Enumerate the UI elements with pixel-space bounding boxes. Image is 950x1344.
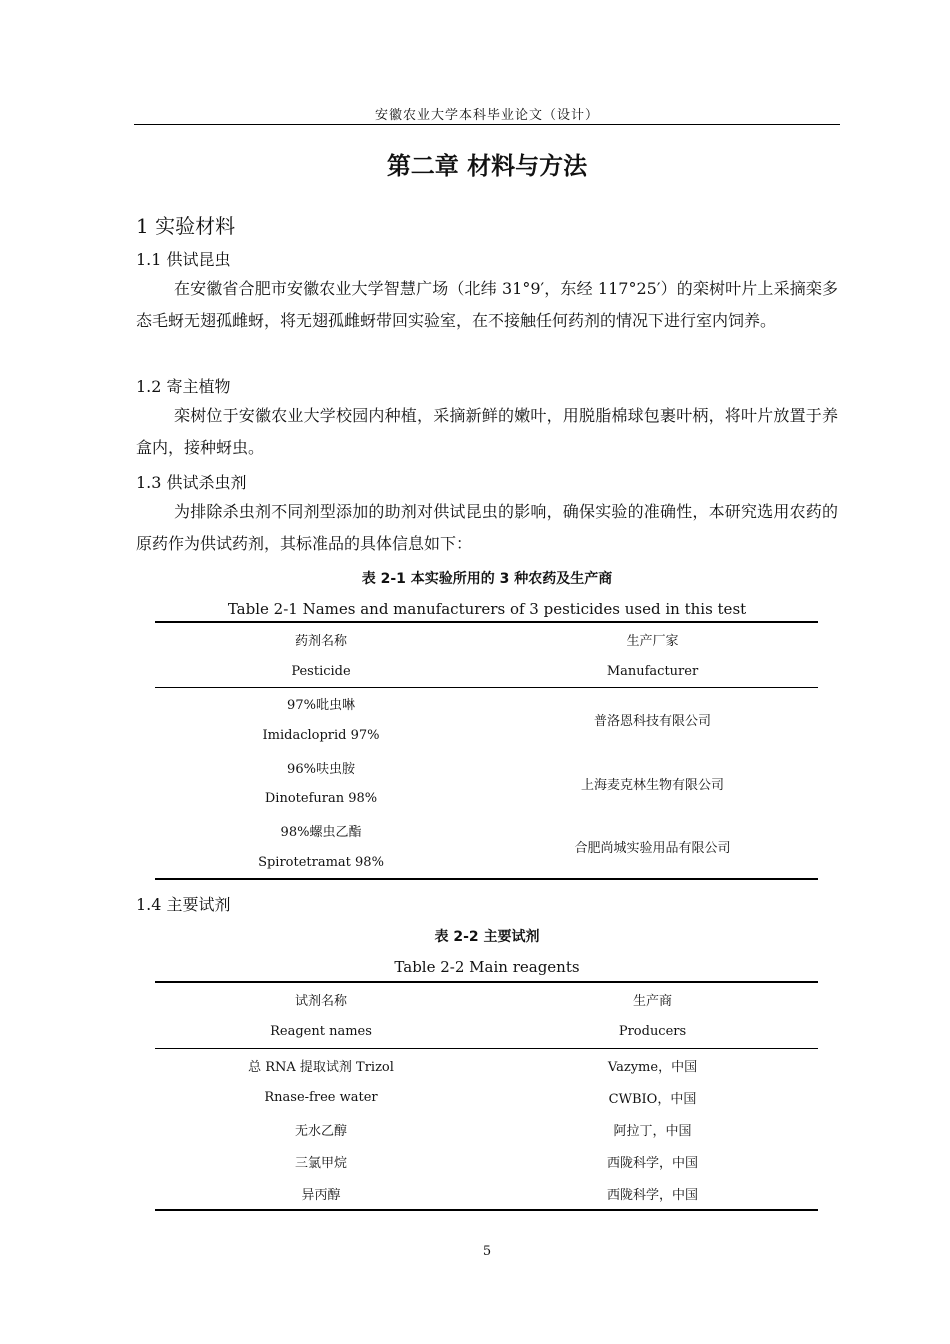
table-row (155, 1081, 818, 1113)
table1-header-col1-cn: 药剂名称 (294, 633, 347, 649)
pesticide-name-en: Dinotefuran 98% (264, 791, 378, 807)
pesticides-table (155, 621, 818, 880)
table-row (155, 1177, 818, 1210)
pesticide-manufacturer: 上海麦克林生物有限公司 (580, 777, 724, 793)
reagent-name: 总 RNA 提取试剂 Trizol (248, 1059, 394, 1075)
table-row (155, 1113, 818, 1145)
pesticide-name-en: Spirotetramat 98% (258, 854, 384, 870)
reagents-table (155, 981, 818, 1211)
table2-header-col1-cn: 试剂名称 (294, 993, 347, 1009)
table-row (155, 815, 818, 847)
subsection-heading-insects: 1.1 供试昆虫 (136, 250, 231, 269)
subsection-heading-insecticides: 1.3 供试杀虫剂 (136, 473, 247, 492)
subsection-heading-reagents: 1.4 主要试剂 (136, 895, 231, 914)
table-row (155, 1049, 818, 1082)
pesticide-name-en: Imidacloprid 97% (262, 728, 380, 744)
table2-caption-en: Table 2-2 Main reagents (394, 958, 580, 976)
table-row (155, 1145, 818, 1177)
table1-header-col2-en: Manufacturer (487, 655, 818, 688)
table-row (155, 688, 818, 720)
subsection-heading-host-plant: 1.2 寄主植物 (136, 377, 231, 396)
reagent-producer: Vazyme，中国 (607, 1059, 698, 1075)
paragraph-insects: 在安徽省合肥市安徽农业大学智慧广场（北纬 31°9′，东经 117°25′）的栾树叶片上采摘栾多态毛蚜无翅孤雌蚜，将无翅孤雌蚜带回实验室，在不接触任何药剂的情况下进行室内饲养。 (136, 279, 838, 330)
reagent-producer: CWBIO，中国 (608, 1091, 697, 1107)
table2-header-col2-cn: 生产商 (632, 993, 672, 1009)
pesticide-manufacturer: 普洛恩科技有限公司 (593, 714, 711, 730)
running-header: 安徽农业大学本科毕业论文（设计） (374, 108, 599, 123)
table1-header-col1-en: Pesticide (155, 655, 487, 688)
table2-header-col1-en: Reagent names (155, 1016, 487, 1049)
page-number: 5 (482, 1244, 492, 1259)
header-rule (134, 124, 840, 125)
chapter-title: 第二章 材料与方法 (386, 152, 588, 180)
table2-header-col2-en: Producers (487, 1016, 818, 1049)
reagent-name: 无水乙醇 (294, 1123, 347, 1139)
reagent-producer: 阿拉丁，中国 (613, 1123, 692, 1139)
reagent-producer: 西陇科学，中国 (606, 1155, 698, 1171)
reagent-name: 异丙醇 (301, 1187, 341, 1203)
table-row (155, 751, 818, 783)
paragraph-host-plant: 栾树位于安徽农业大学校园内种植，采摘新鲜的嫩叶，用脱脂棉球包裹叶柄，将叶片放置于养盒内，接种蚜虫。 (136, 406, 838, 457)
reagent-name: 三氯甲烷 (294, 1155, 347, 1171)
table1-header-col2-cn: 生产厂家 (626, 633, 679, 649)
pesticide-name-cn: 96%呋虫胺 (287, 761, 355, 777)
pesticide-name-cn: 97%吡虫啉 (287, 698, 355, 714)
table1-caption-cn: 表 2-1 本实验所用的 3 种农药及生产商 (361, 571, 613, 587)
table2-caption-cn: 表 2-2 主要试剂 (434, 929, 540, 945)
pesticide-name-cn: 98%螺虫乙酯 (280, 825, 362, 841)
pesticide-manufacturer: 合肥尚城实验用品有限公司 (574, 840, 731, 856)
reagent-producer: 西陇科学，中国 (606, 1187, 698, 1203)
section-heading: 1 实验材料 (136, 214, 236, 238)
paragraph-insecticides: 为排除杀虫剂不同剂型添加的助剂对供试昆虫的影响，确保实验的准确性，本研究选用农药的原药作为供试药剂，其标准品的具体信息如下： (136, 502, 838, 553)
reagent-name: Rnase-free water (264, 1089, 378, 1105)
table1-caption-en: Table 2-1 Names and manufacturers of 3 pesticides used in this test (227, 600, 747, 618)
